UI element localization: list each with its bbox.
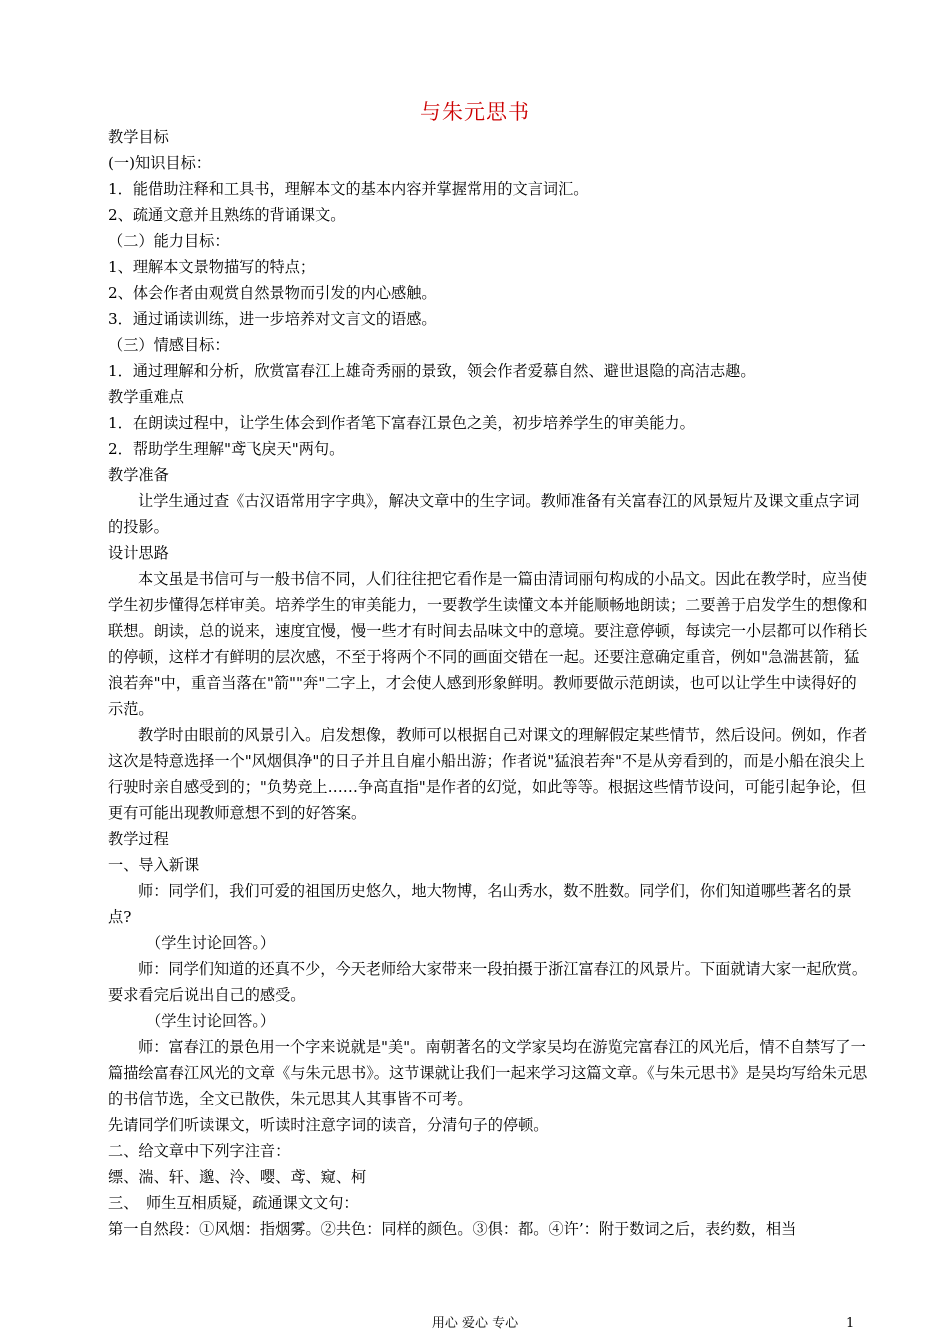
paragraph: 1、理解本文景物描写的特点； (108, 258, 316, 276)
paragraph: 教学目标 (108, 128, 169, 146)
paragraph: 师：同学们，我们可爱的祖国历史悠久，地大物博，名山秀水，数不胜数。同学们，你们知道哪些著名的景点? (108, 882, 852, 926)
page-number: 1 (846, 1316, 855, 1331)
paragraph: 教学过程 (108, 830, 169, 848)
paragraph: （学生讨论回答。） (146, 1012, 276, 1030)
paragraph: 设计思路 (108, 544, 169, 562)
paragraph: 一、导入新课 (108, 856, 200, 874)
paragraph: 3．通过诵读训练，进一步培养对文言文的语感。 (108, 310, 437, 328)
page-footer (0, 1314, 950, 1334)
paragraph: 1．在朗读过程中，让学生体会到作者笔下富春江景色之美，初步培养学生的审美能力。 (108, 414, 695, 432)
paragraph: 教学准备 (108, 466, 169, 484)
paragraph: (一)知识目标： (108, 154, 211, 172)
paragraph: 2．帮助学生理解"鸢飞戾天"两句。 (108, 440, 345, 458)
paragraph: （二）能力目标： (108, 232, 230, 250)
footer-slogan: 用心 爱心 专心 (431, 1316, 519, 1331)
paragraph: 1．能借助注释和工具书，理解本文的基本内容并掌握常用的文言词汇。 (108, 180, 589, 198)
paragraph: 让学生通过查《古汉语常用字字典》，解决文章中的生字词。教师准备有关富春江的风景短片及课文重点字词的投影。 (108, 492, 860, 536)
paragraph: （学生讨论回答。） (146, 934, 276, 952)
paragraph: 师：富春江的景色用一个字来说就是"美"。南朝著名的文学家吴均在游览完富春江的风光后，情不自禁写了一篇描绘富春江风光的文章《与朱元思书》。这节课就让我们一起来学习这篇文章。《与朱元思书》是吴均写给朱元思的书信节选，全文已散佚，朱元思其人其事皆不可考。 (108, 1038, 868, 1108)
document-body (108, 124, 868, 1242)
paragraph: 2、体会作者由观赏自然景物而引发的内心感触。 (108, 284, 437, 302)
paragraph: 缥、湍、轩、邈、泠、嘤、鸢、窥、柯 (108, 1168, 367, 1186)
paragraph: 2、疏通文意并且熟练的背诵课文。 (108, 206, 346, 224)
paragraph: 教学时由眼前的风景引入。启发想像，教师可以根据自己对课文的理解假定某些情节，然后设问。例如，作者这次是特意选择一个"风烟俱净"的日子并且自雇小船出游；作者说"猛浪若奔"不是从旁看到的，而是小船在浪尖上行驶时亲自感受到的；"负势竞上……争高直指"是作者的幻觉，如此等等。根据这些情节设问，可能引起争论，但更有可能出现教师意想不到的好答案。 (108, 726, 867, 822)
paragraph: 1．通过理解和分析，欣赏富春江上雄奇秀丽的景致，领会作者爱慕自然、避世退隐的高洁志趣。 (108, 362, 756, 380)
paragraph: （三）情感目标： (108, 336, 230, 354)
paragraph: 三、 师生互相质疑，疏通课文文句： (108, 1194, 359, 1212)
paragraph: 师：同学们知道的还真不少，今天老师给大家带来一段拍摄于浙江富春江的风景片。下面就请大家一起欣赏。要求看完后说出自己的感受。 (108, 960, 867, 1004)
paragraph: 第一自然段：①风烟：指烟雾。②共色：同样的颜色。③俱：都。④许’：附于数词之后，表约数，相当 (108, 1220, 797, 1238)
document-title: 与朱元思书 (420, 100, 530, 124)
paragraph: 先请同学们听读课文，听读时注意字词的读音，分清句子的停顿。 (108, 1116, 549, 1134)
paragraph: 本文虽是书信可与一般书信不同，人们往往把它看作是一篇由清词丽句构成的小品文。因此在教学时，应当使学生初步懂得怎样审美。培养学生的审美能力，一要教学生读懂文本并能顺畅地朗读；二要善于启发学生的想像和联想。朗读，总的说来，速度宜慢，慢一些才有时间去品味文中的意境。要注意停顿，每读完一小层都可以作稍长的停顿，这样才有鲜明的层次感，不至于将两个不同的画面交错在一起。还要注意确定重音，例如"急湍甚箭，猛浪若奔"中，重音当落在"箭""奔"二字上，才会使人感到形象鲜明。教师要做示范朗读，也可以让学生中读得好的示范。 (108, 570, 868, 718)
paragraph: 教学重难点 (108, 388, 184, 406)
paragraph: 二、给文章中下列字注音： (108, 1142, 291, 1160)
